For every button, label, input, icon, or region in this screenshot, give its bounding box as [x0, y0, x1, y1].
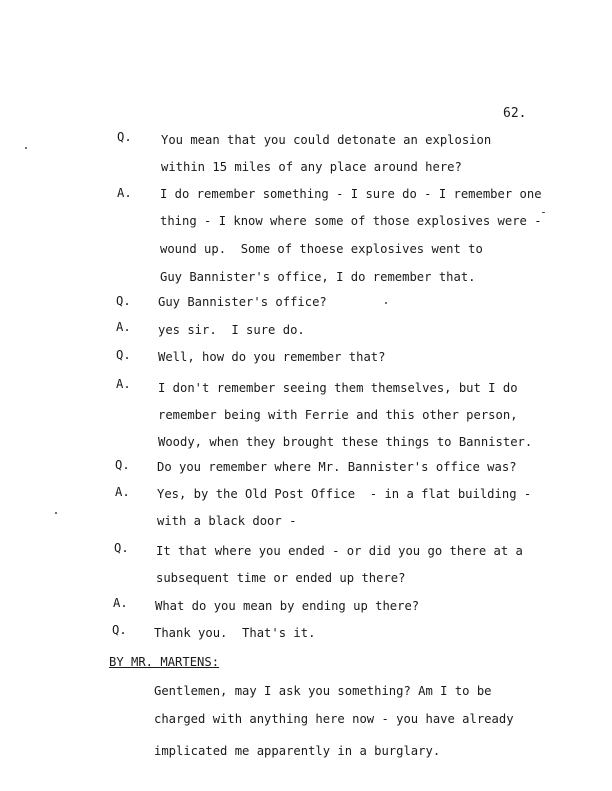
transcript-line: I do remember something - I sure do - I remember one: [160, 187, 542, 201]
transcript-line: Do you remember where Mr. Bannister's office was?: [157, 460, 517, 474]
transcript-line: I don't remember seeing them themselves, but I do: [158, 381, 518, 395]
transcript-line: Guy Bannister's office?: [158, 295, 327, 309]
transcript-line: You mean that you could detonate an explosion: [161, 133, 492, 147]
transcript-line: Thank you. That's it.: [154, 626, 316, 640]
transcript-line: within 15 miles of any place around here?: [161, 160, 462, 174]
statement-line: charged with anything here now - you have already: [154, 712, 514, 726]
speaker-label: Q.: [116, 348, 131, 362]
transcript-line: with a black door -: [157, 514, 297, 528]
statement-line: implicated me apparently in a burglary.: [154, 744, 441, 758]
transcript-line: What do you mean by ending up there?: [155, 599, 420, 613]
speaker-label: Q.: [114, 541, 129, 555]
speaker-label: A.: [113, 596, 128, 610]
transcript-line: Well, how do you remember that?: [158, 350, 386, 364]
speaker-label: Q.: [115, 458, 130, 472]
speaker-label: A.: [116, 377, 131, 391]
speaker-label: Q.: [112, 623, 127, 637]
transcript-line: Yes, by the Old Post Office - in a flat building -: [157, 487, 532, 501]
transcript-line: Woody, when they brought these things to Bannister.: [158, 435, 533, 449]
transcript-line: It that where you ended - or did you go there at a: [156, 544, 523, 558]
speaker-label: Q.: [117, 130, 132, 144]
transcript-line: subsequent time or ended up there?: [156, 571, 406, 585]
scan-speck: [25, 147, 27, 149]
statement-line: Gentlemen, may I ask you something? Am I to be: [154, 684, 492, 698]
scan-speck: [542, 212, 545, 213]
speaker-label: A.: [115, 485, 130, 499]
transcript-line: Guy Bannister's office, I do remember that.: [160, 270, 476, 284]
transcript-line: wound up. Some of thoese explosives went to: [160, 242, 483, 256]
speaker-label: A.: [117, 186, 132, 200]
transcript-line: remember being with Ferrie and this other person,: [158, 408, 518, 422]
speaker-label: Q.: [116, 294, 131, 308]
speaker-label: A.: [116, 320, 131, 334]
transcript-line: yes sir. I sure do.: [158, 323, 305, 337]
section-heading: BY MR. MARTENS:: [109, 655, 220, 669]
scan-speck: [385, 302, 387, 304]
transcript-line: thing - I know where some of those explosives were -: [160, 214, 542, 228]
scan-speck: [55, 512, 57, 514]
page-number: 62.: [503, 106, 527, 121]
